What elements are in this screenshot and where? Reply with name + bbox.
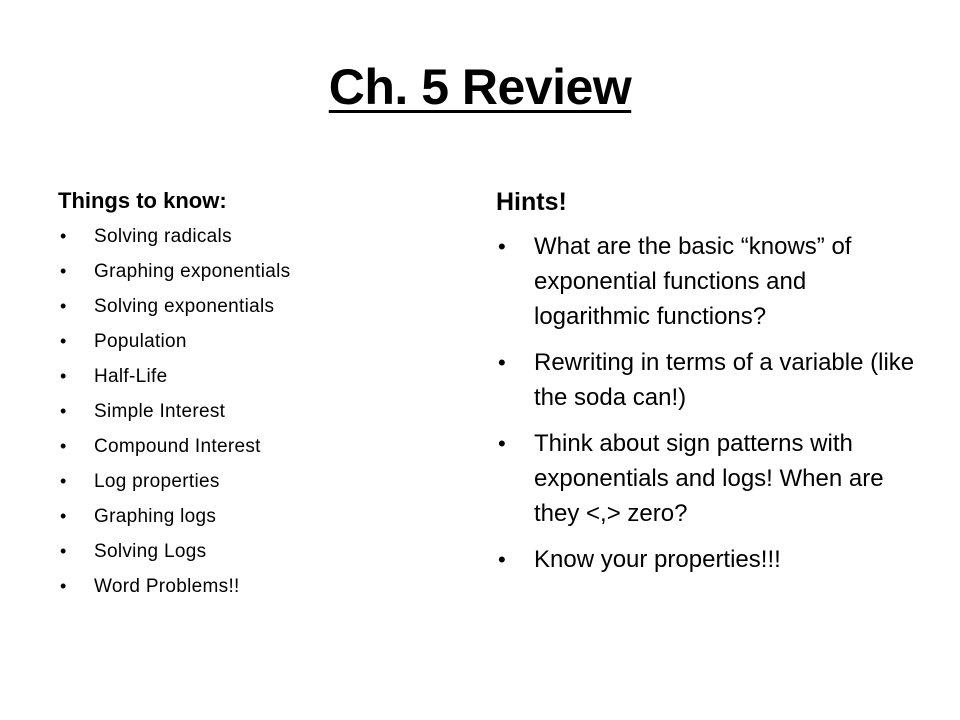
hints-column — [496, 188, 916, 588]
hint-item: • Think about sign patterns with exponentials and logs! When are they <,> zero? — [496, 426, 916, 531]
list-item: • Compound Interest — [58, 434, 458, 459]
list-item: • Half-Life — [58, 364, 458, 389]
hint-item: • Know your properties!!! — [496, 542, 916, 577]
hint-item: • What are the basic “knows” of exponential functions and logarithmic functions? — [496, 229, 916, 334]
hint-item: • Rewriting in terms of a variable (like the soda can!) — [496, 345, 916, 415]
list-item: • Word Problems!! — [58, 574, 458, 599]
list-item: • Log properties — [58, 469, 458, 494]
list-item: • Population — [58, 329, 458, 354]
things-to-know-heading: Things to know: — [58, 188, 227, 213]
list-item: • Graphing logs — [58, 504, 458, 529]
slide-title: Ch. 5 Review — [328, 59, 632, 115]
hints-heading: Hints! — [496, 188, 567, 216]
list-item: • Simple Interest — [58, 399, 458, 424]
list-item: • Solving exponentials — [58, 294, 458, 319]
list-item: • Graphing exponentials — [58, 259, 458, 284]
things-to-know-column — [58, 188, 458, 609]
hints-list — [496, 229, 916, 577]
list-item: • Solving Logs — [58, 539, 458, 564]
things-to-know-list — [58, 224, 458, 599]
list-item: • Solving radicals — [58, 224, 458, 249]
